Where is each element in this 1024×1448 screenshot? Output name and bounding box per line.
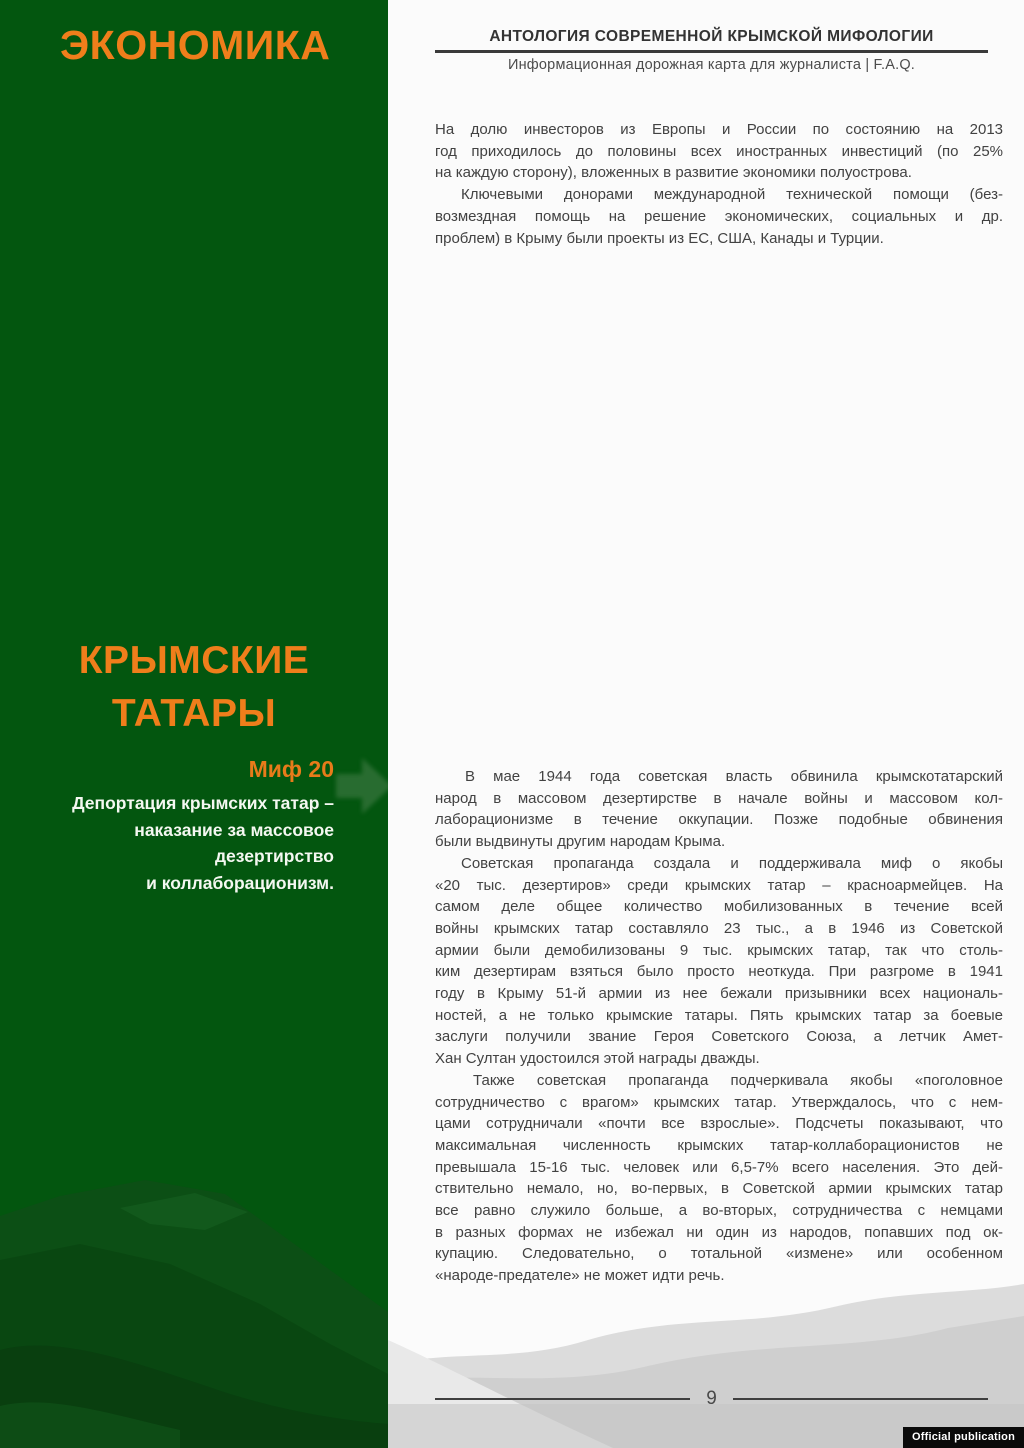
body-text-top	[435, 119, 1003, 249]
paragraph-line: в разных формах не избежал ни один из народов, попавших под ок-	[435, 1223, 1003, 1241]
paragraph	[435, 853, 1003, 1070]
paragraph-line: год приходилось до половины всех иностранных инвестиций (по 25%	[435, 142, 1003, 160]
paragraph-line: ностей, а не только крымские татары. Пять крымских татар за боевые	[435, 1006, 1003, 1024]
paragraph-line: все равно служило больше, а во-вторых, сотрудничества с немцами	[435, 1202, 1003, 1220]
text-line: Депортация крымских татар –	[72, 793, 334, 813]
official-publication-badge: Official publication	[903, 1427, 1024, 1448]
paragraph-line: армии были демобилизованы 9 тыс. крымских татар, так что столь-	[435, 941, 1003, 959]
paragraph-line: народ в массовом дезертирстве в начале войны и массовом кол-	[435, 789, 1003, 807]
myth-number: Миф 20	[248, 756, 334, 782]
text-line: и коллаборационизм.	[146, 872, 334, 893]
paragraph-line: купацию. Следовательно, о тотальной «измене» или особенном	[435, 1245, 1003, 1263]
myth-block	[24, 756, 334, 896]
paragraph-line: на каждую сторону), вложенных в развитие экономики полуострова.	[435, 164, 912, 182]
paragraph-line: «народе-предателе» не может идти речь.	[435, 1267, 725, 1285]
body-text-main	[435, 766, 1003, 1287]
paragraph-line: лаборационизме в течение оккупации. Позже подобные обвинения	[435, 811, 1003, 829]
paragraph-line: «20 тыс. дезертиров» среди крымских татар – красноармейцев. На	[435, 876, 1003, 894]
section-title-line-1: КРЫМСКИЕ	[78, 639, 310, 682]
content-area	[388, 0, 1024, 1448]
paragraph-line: ствительно немало, но, во-первых, в Советской армии крымских татар	[435, 1180, 1003, 1198]
paragraph-line: войны крымских татар составляло 23 тыс., а в 1946 из Советской	[435, 919, 1003, 937]
myth-description	[24, 790, 334, 896]
paragraph-line: На долю инвесторов из Европы и России по состоянию на 2013	[435, 121, 1003, 138]
page-number: 9	[706, 1388, 717, 1409]
paragraph-line: году в Крыму 51-й армии из нее бежали призывники всех националь-	[435, 985, 1003, 1003]
paragraph-line: превышала 15-16 тыс. человек или 6,5-7% всего населения. Это дей-	[435, 1158, 1003, 1176]
footer-mountains-image	[388, 1278, 1024, 1448]
paragraph-line: В мае 1944 года советская власть обвинила крымскотатарский	[465, 768, 1003, 785]
paragraph-line: сотрудничество с врагом» крымских татар. Утверждалось, что с нем-	[435, 1093, 1003, 1111]
paragraph-line: самом деле общее количество мобилизованных в течение всей	[435, 898, 1003, 916]
sidebar	[0, 0, 388, 1448]
page-footer	[435, 1388, 988, 1410]
paragraph-line: Также советская пропаганда подчеркивала якобы «поголовное	[473, 1071, 1003, 1089]
paragraph	[435, 1070, 1003, 1287]
sidebar-mountains-image	[0, 1138, 388, 1448]
paragraph-line: заслуги получили звание Героя Советского Союза, а летчик Амет-	[435, 1028, 1003, 1046]
footer-rule-right	[733, 1398, 988, 1400]
section-title-economy: ЭКОНОМИКА	[60, 22, 331, 68]
text-line: наказание за массовое дезертирство	[134, 819, 334, 866]
paragraph-line: были выдвинуты другим народам Крыма.	[435, 833, 726, 851]
paragraph	[435, 119, 1003, 184]
paragraph-line: цами сотрудничали «почти все взрослые». Подсчеты показывают, что	[435, 1115, 1003, 1133]
section-title-line-2: ТАТАРЫ	[111, 692, 277, 735]
header-rule	[435, 50, 988, 53]
paragraph-line: проблем) в Крыму были проекты из ЕС, США, Канады и Турции.	[435, 229, 884, 247]
paragraph-line: Советская пропаганда создала и поддерживала миф о якобы	[461, 854, 1003, 872]
paragraph-line: максимальная численность крымских татар-коллаборационистов не	[435, 1136, 1003, 1154]
paragraph	[435, 184, 1003, 249]
publication-title: АНТОЛОГИЯ СОВРЕМЕННОЙ КРЫМСКОЙ МИФОЛОГИИ	[489, 28, 934, 45]
publication-subtitle: Информационная дорожная карта для журналиста | F.A.Q.	[507, 56, 916, 73]
chevron-right-icon	[336, 750, 388, 822]
paragraph-line: Ключевыми донорами международной технической помощи (без-	[461, 186, 1003, 204]
paragraph	[435, 766, 1003, 853]
footer-rule-left	[435, 1398, 690, 1400]
paragraph-line: Хан Султан удостоился этой награды дважды.	[435, 1050, 760, 1068]
section-title-crimean-tatars	[0, 634, 388, 740]
paragraph-line: ким дезертирам взяться было просто неоткуда. При разгроме в 1941	[435, 963, 1003, 981]
paragraph-line: возмездная помощь на решение экономических, социальных и др.	[435, 207, 1003, 225]
page-header	[435, 28, 988, 73]
